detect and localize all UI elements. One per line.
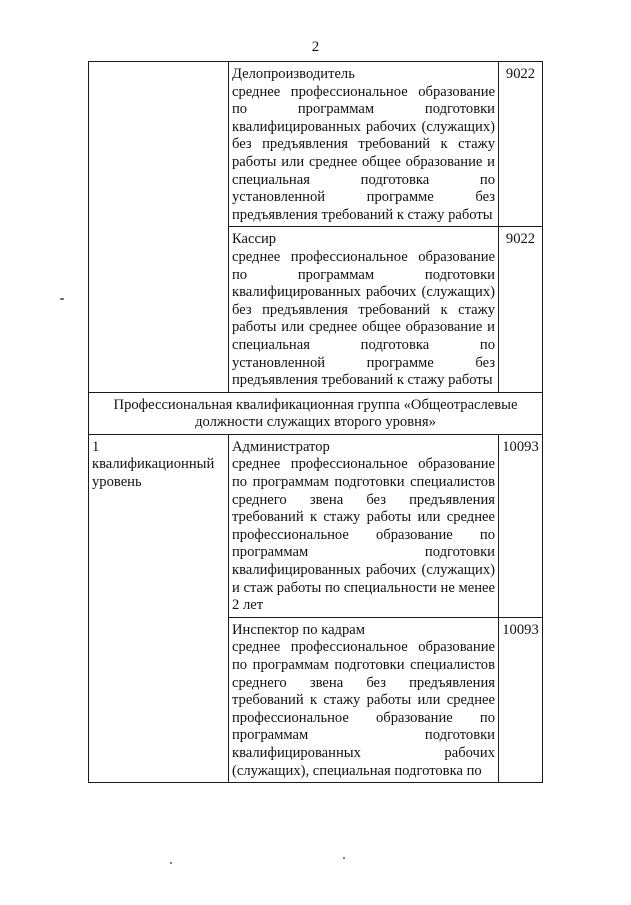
table-row (89, 62, 543, 227)
position-requirements: среднее профессиональное образование по программам подготовки квалифицированных рабочих (служащих) без предъявления требований к стажу работы или среднее общее образование и специальная подготовка по установленной программе без предъявления требований к стажу работы (232, 248, 495, 389)
position-requirements: среднее профессиональное образование по программам подготовки квалифицированных рабочих (служащих) без предъявления требований к стажу работы или среднее общее образование и специальная подготовка по установленной программе без предъявления требований к стажу работы (232, 83, 495, 223)
position-requirements: среднее профессиональное образование по программам подготовки специалистов среднего звена без предъявления требований к стажу работы или среднее профессиональное образование по программам подготовки квалифицированных рабочих (служащих), специальная подготовка по (232, 639, 495, 779)
position-cell (229, 617, 499, 782)
position-code: 10093 (499, 434, 543, 617)
page-number: 2 (311, 39, 320, 55)
group-heading: Профессиональная квалификационная группа «Общеотраслевые должности служащих второго уровня» (89, 392, 543, 434)
position-title: Администратор (232, 438, 330, 455)
scan-speck (170, 862, 172, 864)
position-title: Кассир (232, 231, 277, 248)
position-cell (229, 62, 499, 227)
position-code: 9022 (499, 227, 543, 392)
position-code: 9022 (499, 62, 543, 227)
position-title: Делопроизводитель (232, 66, 355, 82)
position-title: Инспектор по кадрам (232, 621, 365, 638)
position-code: 10093 (499, 617, 543, 782)
scan-speck (60, 298, 64, 300)
scan-speck (343, 857, 345, 859)
group-heading-row (89, 392, 543, 434)
position-requirements: среднее профессиональное образование по программам подготовки специалистов среднего звена без предъявления требований к стажу работы или среднее профессиональное образование по программам подготовки квалифицированных рабочих (служащих) и стаж работы по специальности не менее 2 лет (232, 456, 495, 614)
position-cell (229, 434, 499, 617)
table-row (89, 434, 543, 617)
qualification-table (88, 61, 543, 783)
level-cell: 1 квалификационный уровень (89, 434, 229, 782)
position-cell (229, 227, 499, 392)
level-cell-empty (89, 62, 229, 393)
